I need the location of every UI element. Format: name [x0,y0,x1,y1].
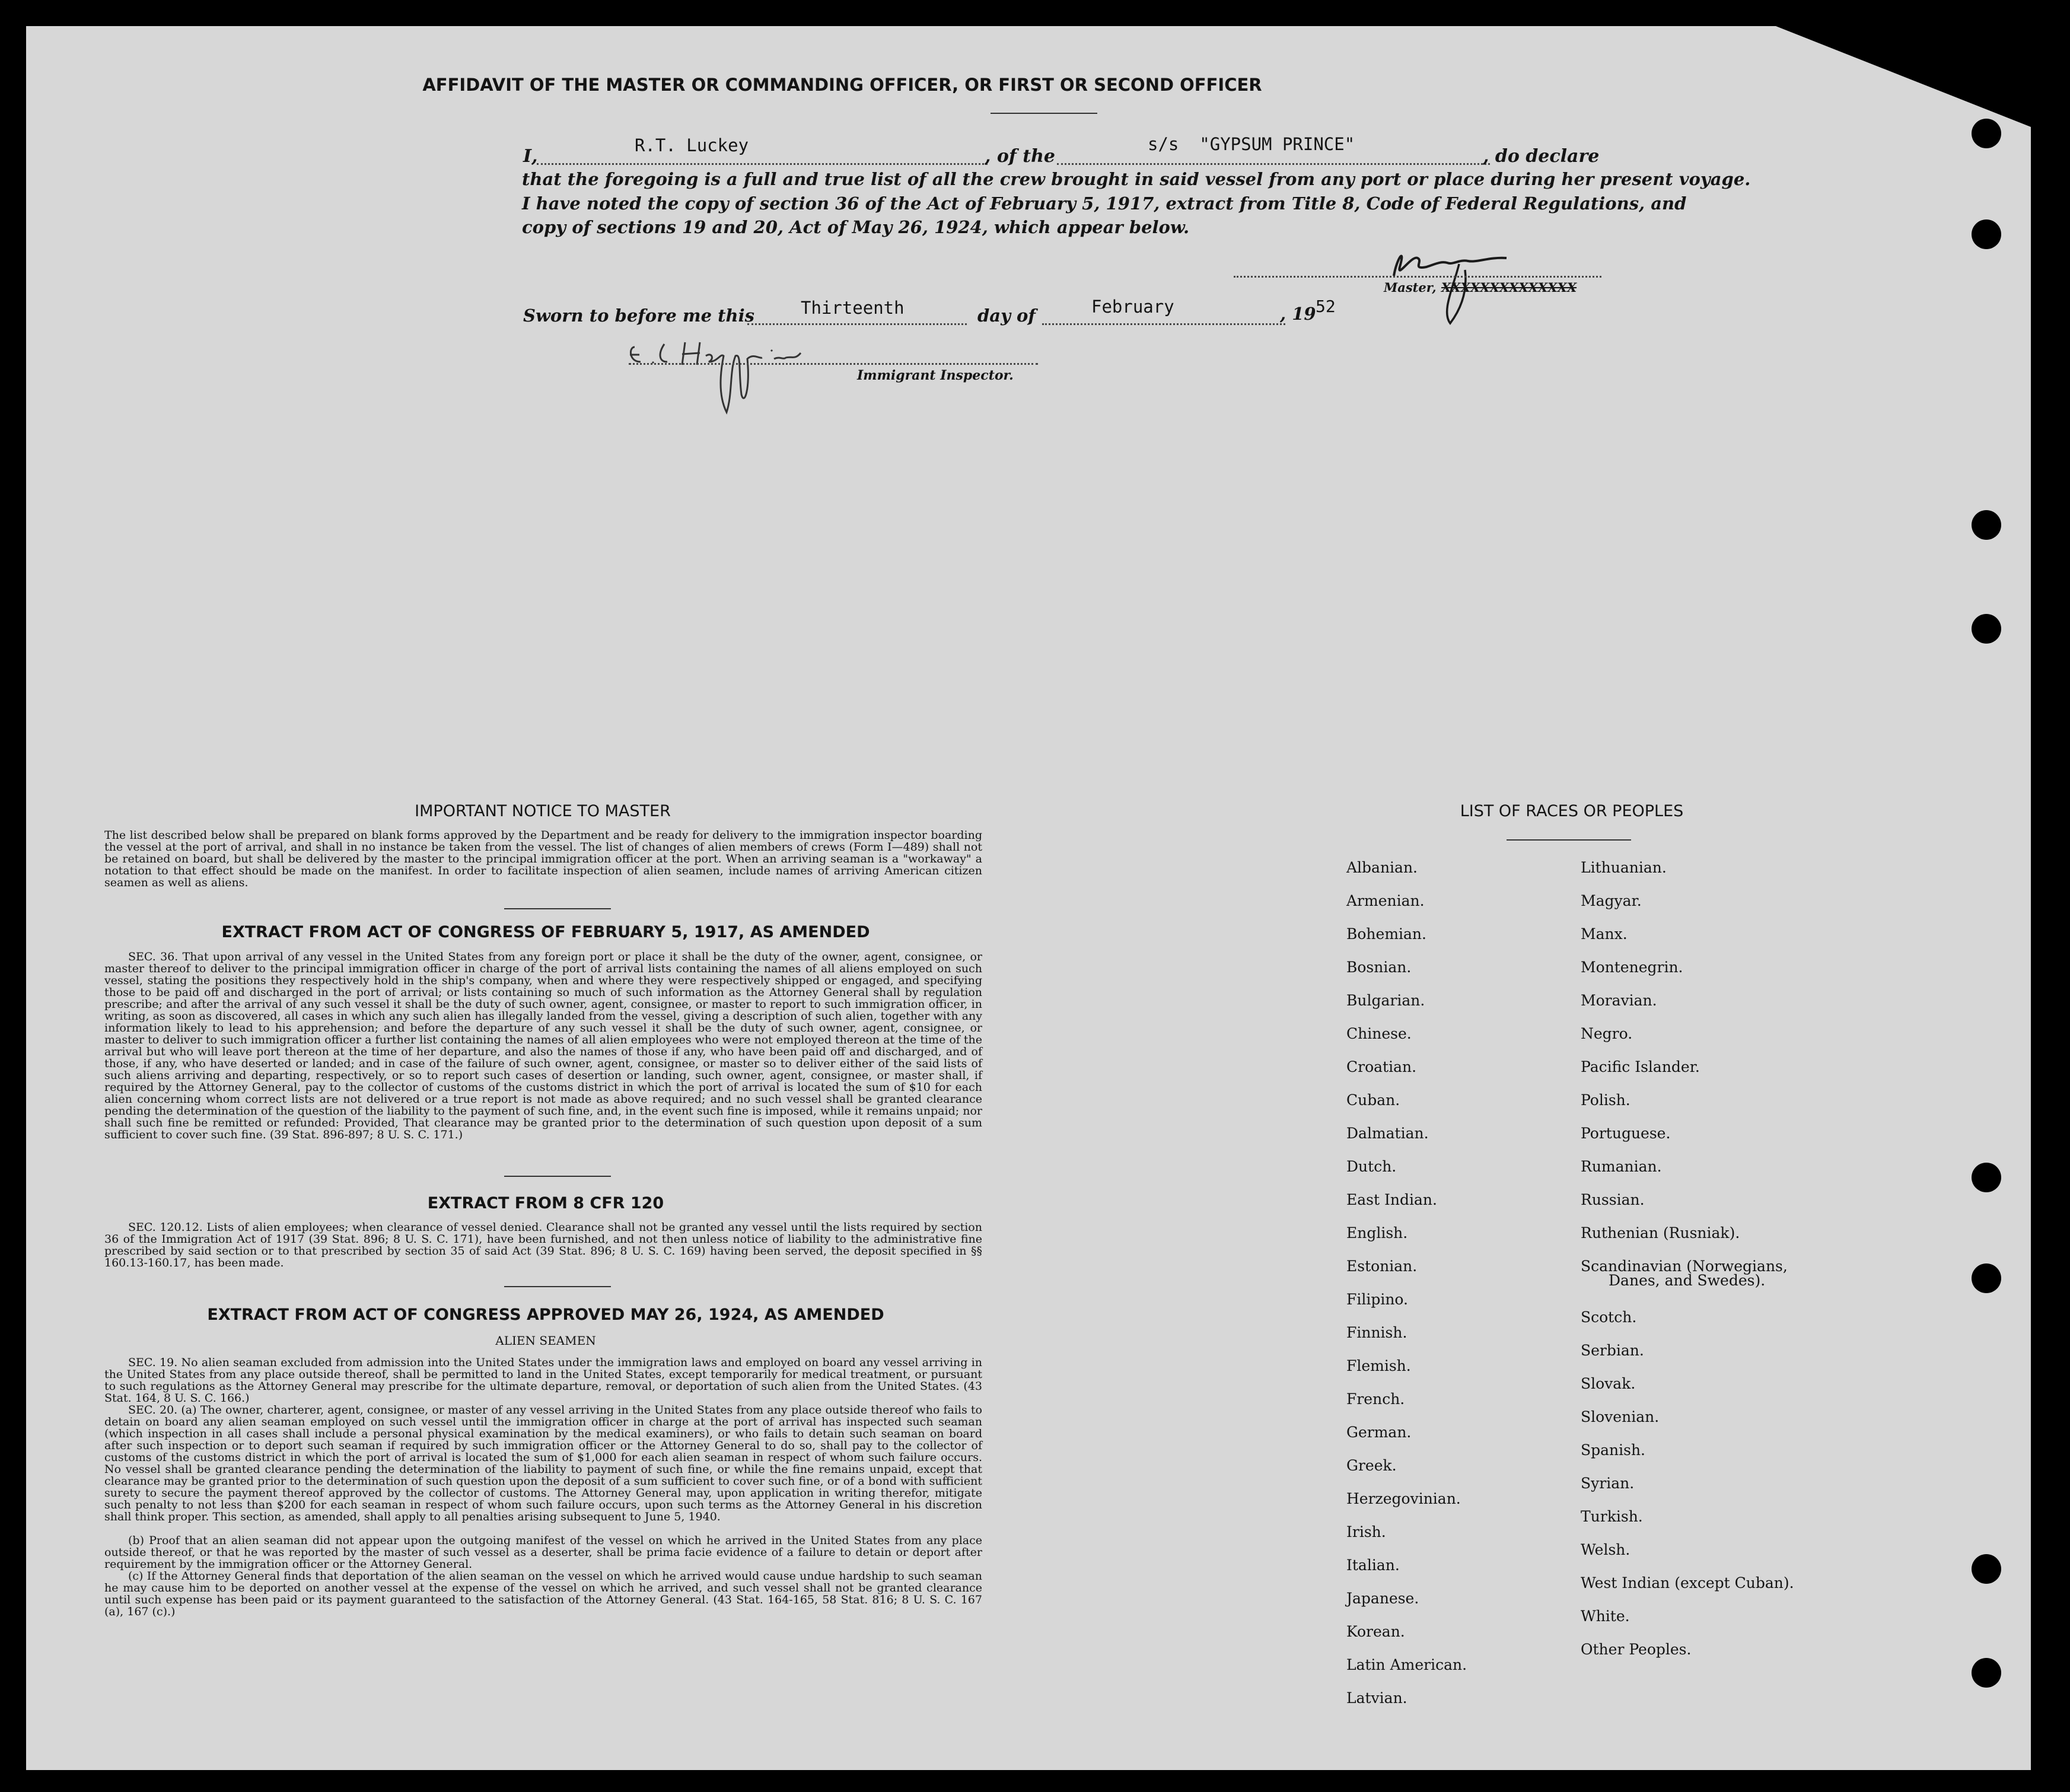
race-item: White. [1581,1608,1630,1625]
race-item: Serbian. [1581,1342,1644,1359]
master-name-value: R.T. Luckey [635,135,749,155]
master-signature-line [1234,276,1601,278]
race-item: Scotch. [1581,1309,1637,1326]
inspector-label: Immigrant Inspector. [857,368,1014,383]
race-item: Latvian. [1346,1689,1407,1707]
races-title: LIST OF RACES OR PEOPLES [1460,802,1684,820]
punch-hole [1972,1163,2001,1192]
race-item: East Indian. [1346,1191,1437,1208]
race-item: Scandinavian (Norwegians, [1581,1258,1788,1275]
inspector-signature [623,329,836,424]
race-item: Filipino. [1346,1291,1408,1308]
day-of-label: day of [977,305,1036,326]
race-item: Welsh. [1581,1541,1630,1558]
races-divider [1507,839,1631,841]
month-line [1042,323,1285,325]
extract2-title: EXTRACT FROM 8 CFR 120 [427,1194,664,1212]
race-item: Danes, and Swedes). [1609,1272,1766,1289]
extract3-sec20b: (b) Proof that an alien seaman did not appear upon the outgoing manifest of the vessel on which he arrived in the United States from any place outside thereof, or that he was reported by the master of such vessel as a deserter, shall be prima facie evidence of a failure to detain or deport after requirement by the immigration officer or the Attorney General. [104,1534,982,1571]
extract1-title: EXTRACT FROM ACT OF CONGRESS OF FEBRUARY 5, 1917, AS AMENDED [221,923,870,941]
punch-hole [1972,510,2001,540]
race-item: Korean. [1346,1623,1405,1640]
notice-title: IMPORTANT NOTICE TO MASTER [415,802,671,820]
extract3-sec19: SEC. 19. No alien seaman excluded from admission into the United States under the immigration laws and employed on board any vessel arriving in the United States from any place outside thereof, shall be permitted to land in the United States, except temporarily for medical treatment, or pursuant to such regulations as the Attorney General may prescribe for the ultimate departure, removal, or deportation of such alien from the United States. (43 Stat. 164, 8 U. S. C. 166.) [104,1356,982,1405]
race-item: Bohemian. [1346,925,1426,943]
race-item: Turkish. [1581,1508,1643,1525]
punch-hole [1972,119,2001,148]
vessel-line [1057,163,1490,165]
race-item: Ruthenian (Rusniak). [1581,1224,1740,1242]
month-value: February [1091,297,1174,317]
extract3-sec20c: (c) If the Attorney General finds that deportation of the alien seaman on the vessel on which he arrived would cause undue hardship to such seaman he may cause him to be deported on another vessel at the expense of the vessel on which he arrived, and such vessel shall not be granted clearance until such expense has been paid or its payment guaranteed to the satisfaction of the Attorney General. (43 Stat. 164-165, 58 Stat. 816; 8 U. S. C. 167 (a), 167 (c).) [104,1570,982,1618]
race-item: Moravian. [1581,992,1657,1009]
punch-hole [1972,614,2001,644]
race-item: English. [1346,1224,1408,1242]
notice-body: The list described below shall be prepared on blank forms approved by the Department and be ready for delivery to the immigration inspector boarding the vessel at the port of arrival, and shall in no instance be taken from the vessel. The list of changes of alien members of crews (Form I—489) shall not be retained on board, but shall be delivered by the master to the principal immigration officer at the port. When an arriving seaman is a "workaway" a notation to that effect should be made on the manifest. In order to facilitate inspection of alien seamen, include names of arriving American citizen seamen as well as aliens. [104,829,982,889]
race-item: French. [1346,1390,1405,1408]
race-item: Magyar. [1581,892,1642,909]
title-divider [991,113,1097,114]
day-value: Thirteenth [801,298,905,318]
race-item: Dutch. [1346,1158,1397,1175]
affidavit-line-3: I have noted the copy of section 36 of the Act of February 5, 1917, extract from Title 8, Code of Federal Regulations, and [522,193,1687,214]
race-item: Spanish. [1581,1441,1646,1459]
race-item: Russian. [1581,1191,1645,1208]
race-item: Estonian. [1346,1258,1418,1275]
punch-hole [1972,1658,2001,1688]
race-item: Bosnian. [1346,959,1412,976]
race-item: Chinese. [1346,1025,1412,1042]
extract2-body: SEC. 120.12. Lists of alien employees; when clearance of vessel denied. Clearance shall not be granted any vessel until the lists required by section 36 of the Immigration Act of 1917 (39 Stat. 896; 8 U. S. C. 171), have been furnished, and not then unless notice of liability to the administrative fine prescribed by said section or to that prescribed by section 35 of said Act (39 Stat. 896; 8 U. S. C. 169) having been served, the deposit specified in §§ 160.13-160.17, has been made. [104,1221,982,1269]
master-label: Master, [1384,280,1437,295]
affidavit-line-4: copy of sections 19 and 20, Act of May 26, 1924, which appear below. [522,217,1190,237]
race-item: Greek. [1346,1457,1397,1474]
struck-officer-text: XXXXXXXXXXXXXX [1441,280,1577,295]
punch-hole [1972,219,2001,249]
race-item: Herzegovinian. [1346,1490,1461,1507]
race-item: Bulgarian. [1346,992,1425,1009]
race-item: Flemish. [1346,1357,1411,1374]
race-item: Negro. [1581,1025,1633,1042]
race-item: Japanese. [1346,1590,1419,1607]
section-divider [504,908,611,909]
do-declare-label: , do declare [1483,146,1600,167]
race-item: Lithuanian. [1581,859,1667,876]
punch-hole [1972,1554,2001,1584]
race-item: Montenegrin. [1581,959,1683,976]
race-item: Italian. [1346,1557,1400,1574]
extract3-subtitle: ALIEN SEAMEN [495,1333,596,1348]
race-item: Slovak. [1581,1375,1636,1392]
sworn-label: Sworn to before me this [523,305,754,326]
affidavit-line-2: that the foregoing is a full and true list of all the crew brought in said vessel from any port or place during her present voyage. [522,169,1751,189]
extract3-sec20a: SEC. 20. (a) The owner, charterer, agent, consignee, or master of any vessel arriving in the United States from any place outside thereof who fails to detain on board any alien seaman employed on such vessel until the immigration officer in charge at the port of arrival has inspected such seaman (which inspection in all cases shall include a personal physical examination by the medical examiners), or who fails to detain such seaman on board after such inspection or to deport such seaman if required by such immigration officer or the Attorney General to do so, shall pay to the collector of customs of the customs district in which the port of arrival is located the sum of $1,000 for each alien seaman in respect of whom such failure occurs. No vessel shall be granted clearance pending the determination of the liability to payment of such fine, or while the fine remains unpaid, except that clearance may be granted prior to the determination of such question upon the deposit of a sum sufficient to cover such fine, or of a bond with sufficient surety to secure the payment thereof approved by the collector of customs. The Attorney General may, upon application in writing therefor, mitigate such penalty to not less than $200 for each seaman in respect of whom such failure occurs, upon such terms as the Attorney General in his discretion shall think proper. This section, as amended, shall apply to all penalties arising subsequent to June 5, 1940. [104,1403,982,1523]
year-value: 52 [1316,297,1336,316]
punch-hole [1972,1263,2001,1293]
i-label: I, [523,146,538,167]
race-item: German. [1346,1424,1412,1441]
race-item: Manx. [1581,925,1628,943]
inspector-signature-line [629,363,1038,365]
master-name-line [537,163,988,165]
vessel-value: s/s "GYPSUM PRINCE" [1148,134,1355,154]
day-line [747,323,967,325]
of-the-label: , of the [985,146,1056,167]
extract1-body: SEC. 36. That upon arrival of any vessel in the United States from any foreign port or place it shall be the duty of the owner, agent, consignee, or master thereof to deliver to the principal immigration officer in charge of the port of arrival lists containing the names of all aliens employed on such vessel, stating the positions they respectively hold in the ship's company, when and where they were respectively shipped or engaged, and specifying those to be paid off and discharged in the port of arrival; or lists containing so much of such information as the Attorney General shall by regulation prescribe; and after the arrival of any such vessel it shall be the duty of such owner, agent, consignee, or master to report to such immigration officer, in writing, as soon as discovered, all cases in which any such alien has illegally landed from the vessel, giving a description of such alien, together with any information likely to lead to his apprehension; and before the departure of any such vessel it shall be the duty of such owner, agent, consignee, or master to deliver to such immigration officer a further list containing the names of all alien employees who were not employed thereon at the time of the arrival but who will leave port thereon at the time of her departure, and also the names of those if any, who have been paid off and discharged, and of those, if any, who have deserted or landed; and in case of the failure of such owner, agent, consignee, or master so to deliver either of the said lists of such aliens arriving and departing, respectively, or so to report such cases of desertion or landing, such owner, agent, consignee, or master shall, if required by the Attorney General, pay to the collector of customs of the customs district in which the port of arrival is located the sum of $10 for each alien concerning whom correct lists are not delivered or a true report is not made as above required; and no such vessel shall be granted clearance pending the determination of the question of the liability to the payment of such fine, and, in the event such fine is imposed, while it remains unpaid; nor shall such fine be remitted or refunded: Provided, That clearance may be granted prior to the determination of such question upon deposit of a sum sufficient to cover such fine. (39 Stat. 896-897; 8 U. S. C. 171.) [104,950,982,1141]
race-item: Syrian. [1581,1475,1635,1492]
race-item: Albanian. [1346,859,1418,876]
race-item: Latin American. [1346,1656,1467,1673]
race-item: West Indian (except Cuban). [1581,1574,1794,1592]
race-item: Irish. [1346,1523,1386,1540]
race-item: Portuguese. [1581,1125,1671,1142]
race-item: Finnish. [1346,1324,1407,1341]
race-item: Croatian. [1346,1058,1417,1075]
race-item: Rumanian. [1581,1158,1662,1175]
year-prefix: , 19 [1280,304,1316,324]
race-item: Other Peoples. [1581,1641,1692,1658]
race-item: Pacific Islander. [1581,1058,1700,1075]
section-divider [504,1176,611,1177]
affidavit-title: AFFIDAVIT OF THE MASTER OR COMMANDING OFFICER, OR FIRST OR SECOND OFFICER [422,75,1262,95]
race-item: Dalmatian. [1346,1125,1429,1142]
race-item: Slovenian. [1581,1408,1660,1425]
race-item: Armenian. [1346,892,1425,909]
section-divider [504,1286,611,1287]
extract3-title: EXTRACT FROM ACT OF CONGRESS APPROVED MAY 26, 1924, AS AMENDED [207,1306,884,1324]
race-item: Polish. [1581,1091,1630,1109]
race-item: Cuban. [1346,1091,1400,1109]
